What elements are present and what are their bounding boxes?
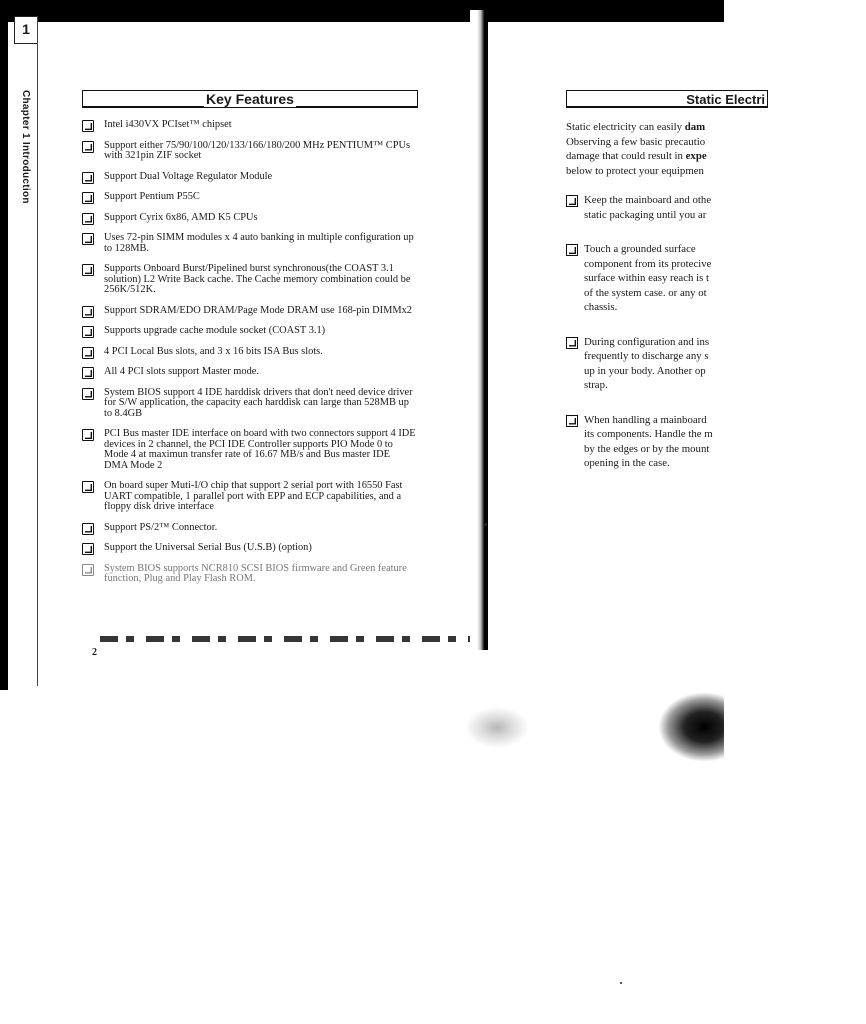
precaution-item — [566, 242, 866, 315]
static-title-box — [566, 90, 768, 108]
precaution-text: by the edges or by the mount — [584, 442, 710, 455]
feature-text: Supports Onboard Burst/Pipelined burst synchronous(the COAST 3.1 solution) L2 Write Back cache. The Cache memory combination could be 256K/512K. — [104, 263, 411, 295]
checkbox-bullet-icon — [82, 367, 94, 379]
checkbox-bullet-icon — [82, 481, 94, 493]
checkbox-bullet-icon — [82, 192, 94, 204]
page-fold-edge — [470, 10, 488, 650]
checkbox-bullet-icon — [82, 523, 94, 535]
key-features-title-box — [82, 90, 418, 108]
precaution-text: its components. Handle the m — [584, 428, 713, 440]
feature-text: System BIOS support 4 IDE harddisk drivers that don't need device driver for S/W application, the capacity each harddisk can large than 528MB up to 8.4GB — [104, 386, 413, 419]
precaution-text: surface within easy reach is t — [584, 272, 710, 284]
precaution-text: opening in the case. — [584, 457, 670, 469]
checkbox-bullet-icon — [82, 141, 94, 153]
page-title: Key Features — [206, 91, 294, 107]
feature-text: Support either 75/90/100/120/133/166/180/200 MHz PENTIUM™ CPUs with 321pin ZIF socket — [104, 139, 411, 161]
feature-item — [82, 233, 416, 254]
feature-text: Intel i430VX PCIset™ chipset — [104, 119, 232, 130]
precaution-text: During configuration and ins — [584, 335, 710, 348]
checkbox-bullet-icon — [82, 564, 94, 576]
precaution-item — [566, 335, 866, 393]
feature-item — [82, 213, 416, 224]
intro-text: Static electricity can easily — [566, 121, 685, 133]
feature-text: Supports upgrade cache module socket (COAST 3.1) — [104, 325, 326, 336]
scan-smudge — [462, 705, 532, 750]
left-page — [8, 10, 478, 680]
feature-text: Uses 72-pin SIMM modules x 4 auto banking in multiple configuration up to 128MB. — [104, 232, 414, 254]
feature-text: Support PS/2™ Connector. — [104, 521, 218, 533]
precaution-text: chassis. — [584, 301, 618, 313]
scan-smudge — [658, 692, 724, 762]
precaution-item — [566, 193, 866, 222]
feature-text: 4 PCI Local Bus slots, and 3 x 16 bits ISA Bus slots. — [104, 345, 323, 357]
checkbox-bullet-icon — [82, 120, 94, 132]
feature-item — [82, 306, 416, 317]
intro-text: Observing a few basic precautio — [566, 135, 706, 148]
feature-item — [82, 543, 416, 554]
static-intro — [566, 120, 866, 178]
precaution-text: Keep the mainboard and othe — [584, 194, 712, 206]
chapter-number: 1 — [22, 21, 30, 37]
feature-item — [82, 326, 416, 337]
feature-text: Support the Universal Serial Bus (U.S.B) (option) — [104, 542, 312, 553]
checkbox-bullet-icon — [566, 195, 578, 207]
feature-text: On board super Muti-I/O chip that support 2 serial port with 16550 Fast UART compatible, 1 parallel port with EPP and ECP capabilities, and a floppy disk drive interface — [104, 480, 403, 512]
feature-text: Support Pentium P55C — [104, 191, 200, 202]
intro-bold-text: dam — [684, 121, 706, 133]
feature-text: Support Cyrix 6x86, AMD K5 CPUs — [104, 211, 258, 223]
scan-left-border — [0, 0, 8, 690]
right-page-title: Static Electri — [686, 92, 765, 107]
checkbox-bullet-icon — [566, 415, 578, 427]
precaution-text: component from its protecive — [584, 257, 712, 270]
intro-line — [566, 135, 866, 150]
feature-text: Support SDRAM/EDO DRAM/Page Mode DRAM use 168-pin DIMMx2 — [104, 304, 412, 316]
feature-item — [82, 388, 416, 420]
feature-item — [82, 564, 416, 585]
precaution-text: strap. — [584, 379, 608, 391]
checkbox-bullet-icon — [82, 264, 94, 276]
checkbox-bullet-icon — [82, 429, 94, 441]
feature-text: Support Dual Voltage Regulator Module — [104, 170, 273, 182]
feature-item — [82, 523, 416, 534]
feature-text: All 4 PCI slots support Master mode. — [104, 366, 259, 377]
feature-item — [82, 264, 416, 296]
checkbox-bullet-icon — [82, 213, 94, 225]
checkbox-bullet-icon — [566, 244, 578, 256]
checkbox-bullet-icon — [82, 326, 94, 338]
scan-speck — [620, 982, 622, 984]
feature-item — [82, 172, 416, 183]
intro-line — [566, 120, 866, 135]
intro-text: below to protect your equipmen — [566, 164, 704, 177]
precaution-text: up in your body. Another op — [584, 364, 706, 377]
intro-line — [566, 149, 866, 164]
feature-text: System BIOS supports NCR810 SCSI BIOS firmware and Green feature function, Plug and Play Flash ROM. — [104, 562, 407, 584]
feature-item — [82, 120, 416, 131]
chapter-label: Chapter 1 Introduction — [20, 90, 31, 204]
precaution-text: of the system case. or any ot — [584, 286, 707, 299]
intro-line — [566, 164, 866, 179]
checkbox-bullet-icon — [82, 543, 94, 555]
feature-text: PCI Bus master IDE interface on board with two connectors support 4 IDE devices in 2 channel, the PCI IDE Controller supports PIO Mode 0 to Mode 4 at maximun transfer rate of 16.67 MB/s and Bus master IDE DMA Mode 2 — [104, 428, 416, 471]
feature-item — [82, 347, 416, 358]
checkbox-bullet-icon — [82, 306, 94, 318]
page-number: 2 — [92, 647, 97, 658]
scan-speck — [484, 523, 487, 526]
checkbox-bullet-icon — [82, 347, 94, 359]
bottom-scan-band — [100, 636, 490, 642]
feature-item — [82, 367, 416, 378]
intro-text: damage that could result in — [566, 150, 686, 162]
precaution-item — [566, 413, 866, 471]
feature-item — [82, 481, 416, 513]
feature-item — [82, 141, 416, 162]
precaution-text: When handling a mainboard — [584, 413, 707, 426]
right-page — [498, 10, 765, 670]
checkbox-bullet-icon — [566, 337, 578, 349]
feature-list — [82, 120, 416, 595]
precaution-text: Touch a grounded surface — [584, 243, 696, 255]
feature-item — [82, 429, 416, 471]
precaution-text: frequently to discharge any s — [584, 350, 709, 362]
checkbox-bullet-icon — [82, 233, 94, 245]
precaution-text: static packaging until you ar — [584, 208, 707, 221]
checkbox-bullet-icon — [82, 172, 94, 184]
intro-bold-text: expe — [685, 150, 707, 162]
checkbox-bullet-icon — [82, 388, 94, 400]
precaution-list — [566, 193, 866, 491]
feature-item — [82, 192, 416, 203]
